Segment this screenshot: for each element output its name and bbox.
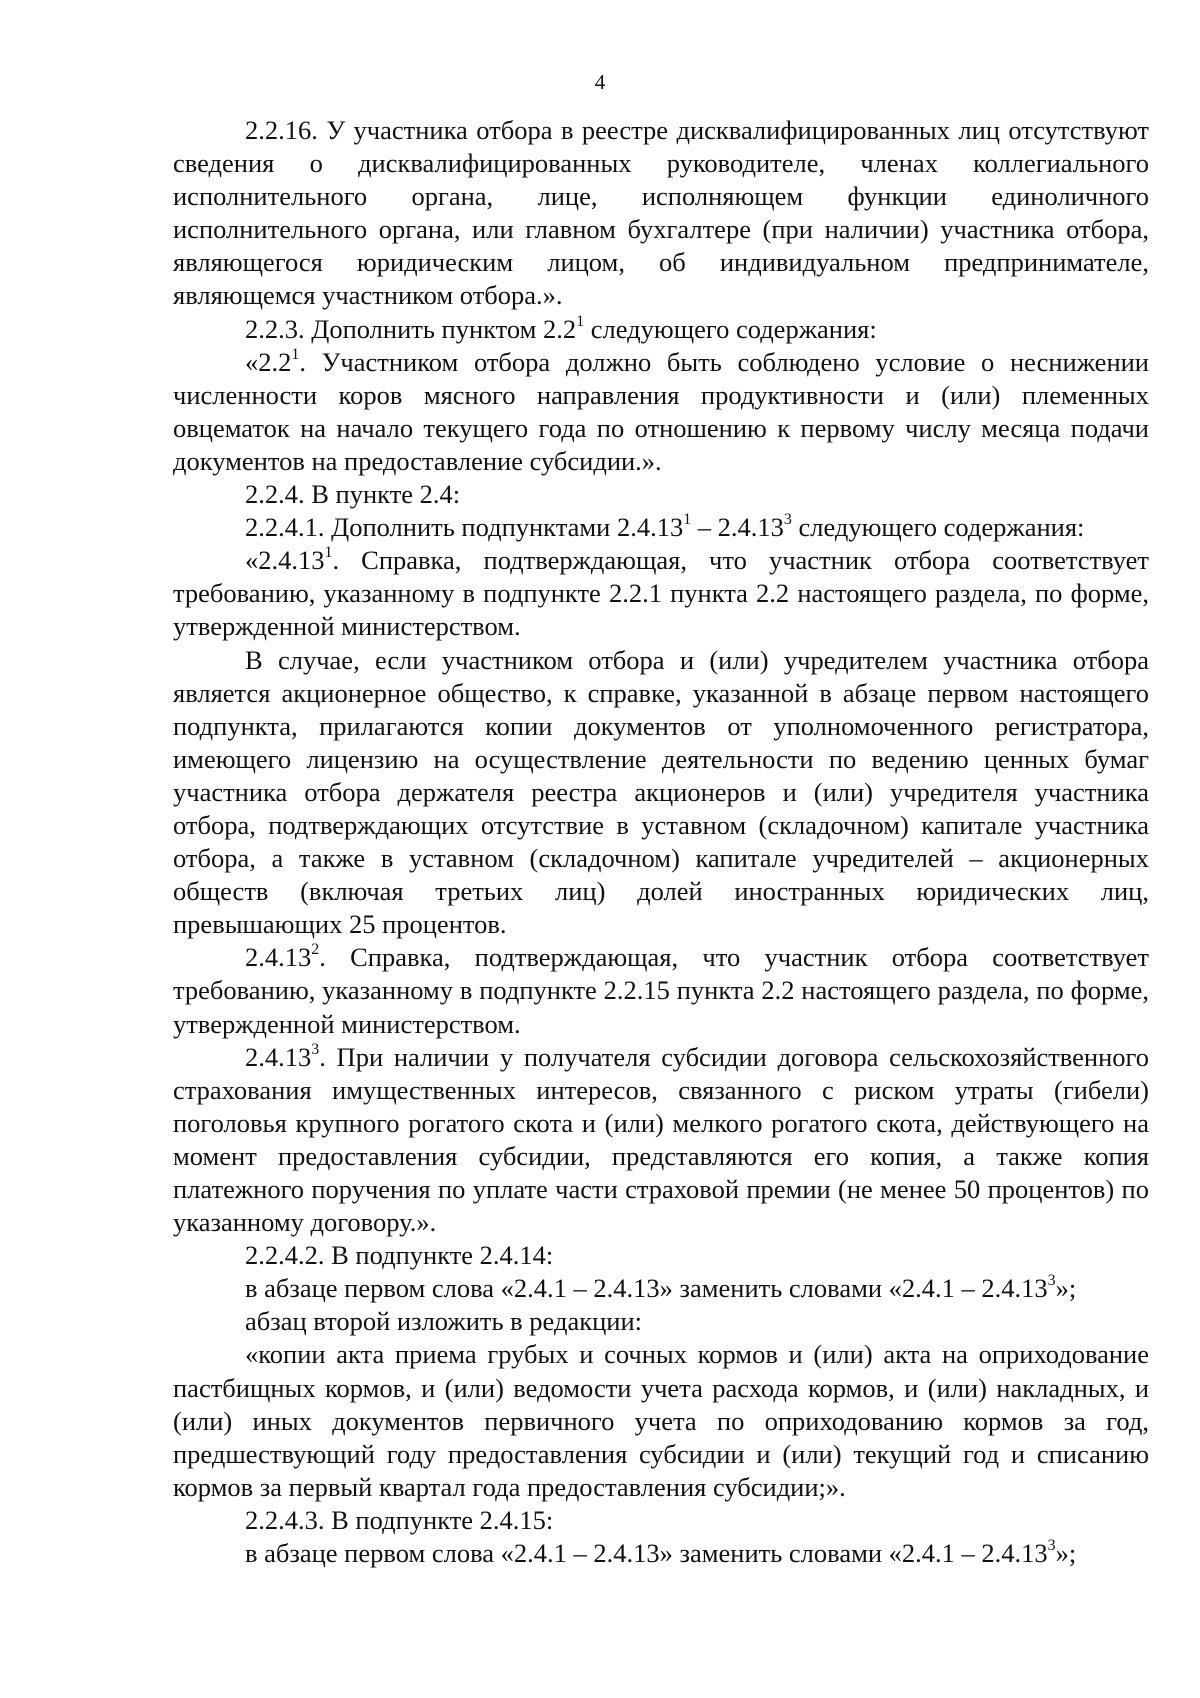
paragraph-joint-stock-case: [173, 644, 1149, 942]
superscript: 2: [311, 941, 320, 959]
paragraph-2-4-13-2: [173, 941, 1149, 1040]
paragraph-2-4-13-3: [173, 1041, 1149, 1240]
paragraph-2-4-14-second: [173, 1305, 1149, 1338]
superscript: 3: [311, 1040, 320, 1058]
text-segment: 2.2.4.2. В подпункте 2.4.14:: [245, 1240, 554, 1271]
text-segment: 2.4.13: [245, 942, 312, 973]
superscript: 3: [1047, 1272, 1056, 1290]
paragraph-2-2-16: [173, 114, 1149, 313]
text-segment: . Справка, подтверждающая, что участник отбора соответствует требованию, указанному в подпункте 2.2.15 пункта 2.2 настоящего раздела, по форме, утвержденной министерством.: [173, 942, 1149, 1039]
superscript: 1: [291, 345, 300, 363]
paragraph-2-2-3: [173, 313, 1149, 346]
text-segment: . Участником отбора должно быть соблюдено условие о неснижении численности коров мясного направления продуктивности и (или) племенных овцематок на начало текущего года по отношению к первому числу месяца подачи документов на предоставление субсидии.».: [173, 346, 1149, 476]
text-segment: 2.4.13: [245, 1041, 312, 1072]
text-segment: 2.2.4.1. Дополнить подпунктами 2.4.13: [245, 512, 684, 543]
paragraph-feed-documents: [173, 1338, 1149, 1503]
text-segment: 2.2.4. В пункте 2.4:: [245, 479, 461, 510]
text-segment: следующего содержания:: [791, 512, 1085, 543]
page-number: 4: [594, 70, 606, 94]
text-segment: »;: [1055, 1273, 1077, 1304]
superscript: 3: [783, 511, 792, 529]
paragraph-2-4-13-1: [173, 544, 1149, 643]
text-segment: В случае, если участником отбора и (или) учредителем участника отбора является акционерное общество, к справке, указанной в абзаце первом настоящего подпункта, прилагаются копии документов от уполномоченного регистратора, имеющего лицензию на осуществление деятельности по ведению ценных бумаг участника отбора держателя реестра акционеров и (или) учредителя участника отбора, подтверждающих отсутствие в уставном (складочном) капитале участника отбора, а также в уставном (складочном) капитале учредителей – акционерных обществ (включая третьих лиц) долей иностранных юридических лиц, превышающих 25 процентов.: [173, 644, 1149, 940]
text-segment: «2.4.13: [245, 545, 325, 576]
paragraph-2-2-4-3: [173, 1504, 1149, 1537]
superscript: 3: [1047, 1537, 1056, 1555]
text-segment: «копии акта приема грубых и сочных кормов и (или) акта на оприходование пастбищных кормов, и (или) ведомости учета расхода кормов, и (или) накладных, и (или) иных документов первичного учета по оприходованию кормов за год, предшествующий году предоставления субсидии и (или) текущий год и списанию кормов за первый квартал года предоставления субсидии;».: [173, 1339, 1149, 1502]
text-segment: «2.2: [245, 346, 292, 377]
superscript: 1: [683, 511, 692, 529]
superscript: 1: [576, 312, 585, 330]
text-segment: 2.2.16. У участника отбора в реестре дисквалифицированных лиц отсутствуют сведения о дисквалифицированных руководителе, членах коллегиального исполнительного органа, лице, исполняющем функции единоличного исполнительного органа, или главном бухгалтере (при наличии) участника отбора, являющегося юридическим лицом, об индивидуальном предпринимателе, являющемся участником отбора.».: [173, 115, 1149, 311]
text-segment: 2.2.4.3. В подпункте 2.4.15:: [245, 1504, 554, 1535]
document-body: [173, 114, 1149, 1570]
text-segment: в абзаце первом слова «2.4.1 – 2.4.13» заменить словами «2.4.1 – 2.4.13: [245, 1273, 1048, 1304]
text-segment: следующего содержания:: [584, 313, 877, 344]
text-segment: . При наличии у получателя субсидии договора сельскохозяйственного страхования имущественных интересов, связанного с риском утраты (гибели) поголовья крупного рогатого скота и (или) мелкого рогатого скота, действующего на момент предоставления субсидии, представляются его копия, а также копия платежного поручения по уплате части страховой премии (не менее 50 процентов) по указанному договору.».: [173, 1041, 1149, 1238]
text-segment: абзац второй изложить в редакции:: [245, 1306, 642, 1337]
paragraph-2-2-1-new: [173, 346, 1149, 478]
text-segment: – 2.4.13: [691, 512, 784, 543]
paragraph-2-2-4-1: [173, 511, 1149, 544]
text-segment: в абзаце первом слова «2.4.1 – 2.4.13» заменить словами «2.4.1 – 2.4.13: [245, 1538, 1048, 1569]
text-segment: . Справка, подтверждающая, что участник отбора соответствует требованию, указанному в подпункте 2.2.1 пункта 2.2 настоящего раздела, по форме, утвержденной министерством.: [173, 545, 1149, 642]
superscript: 1: [324, 544, 333, 562]
text-segment: »;: [1055, 1538, 1077, 1569]
text-segment: 2.2.3. Дополнить пунктом 2.2: [245, 313, 577, 344]
paragraph-2-2-4: [173, 478, 1149, 511]
paragraph-2-4-15-first: [173, 1537, 1149, 1570]
paragraph-2-2-4-2: [173, 1239, 1149, 1272]
paragraph-2-4-14-first: [173, 1272, 1149, 1305]
